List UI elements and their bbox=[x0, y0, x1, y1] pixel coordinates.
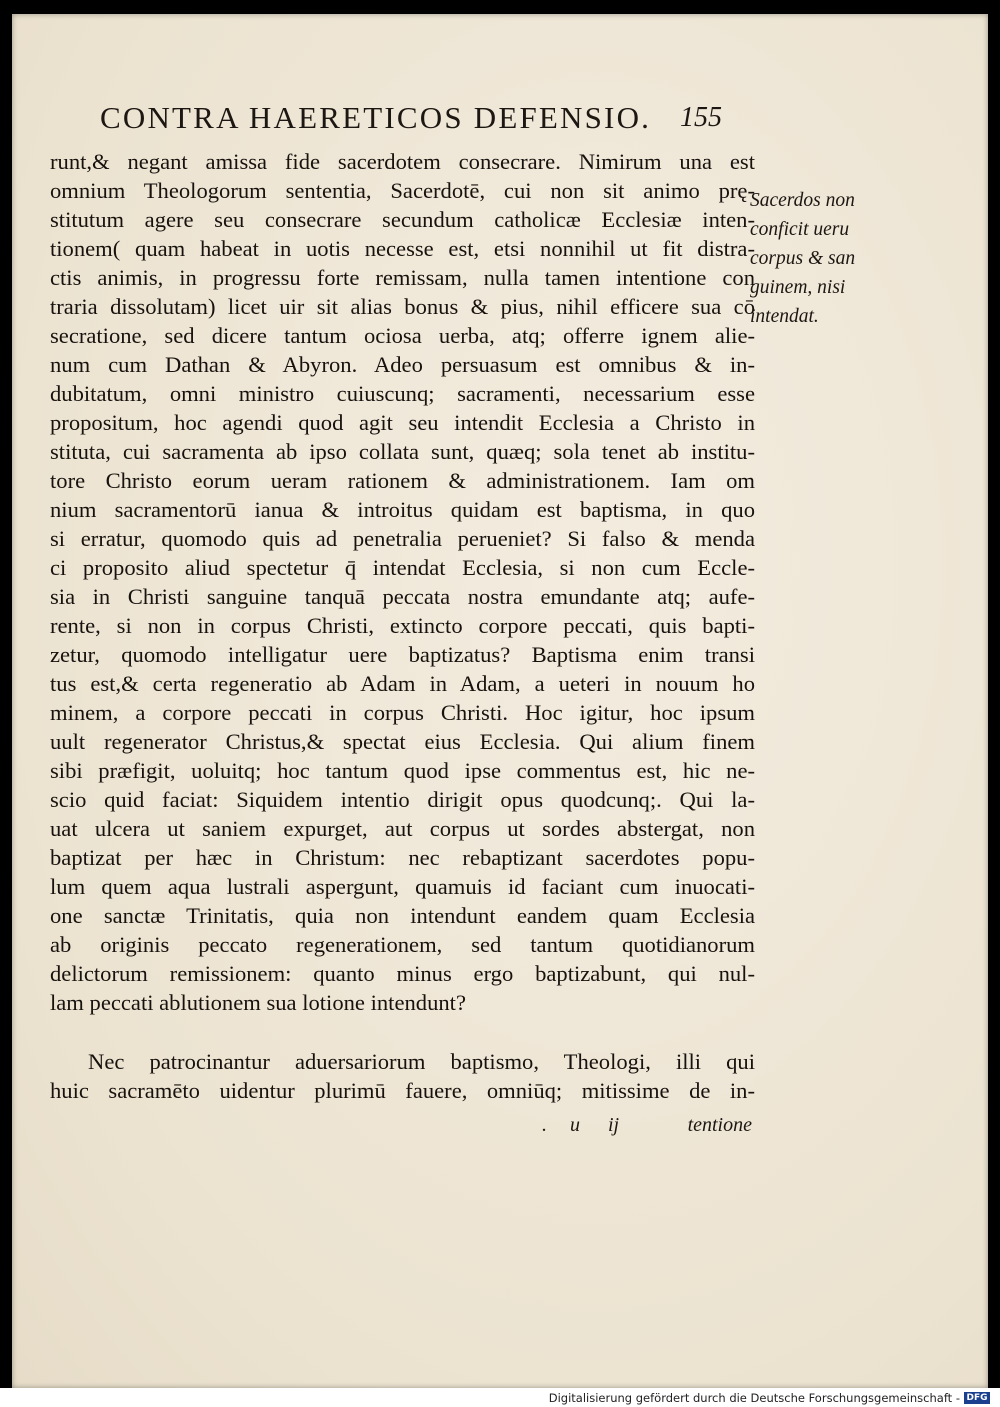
text-line: num cum Dathan & Abyron. Adeo persuasum est omnibus & in- bbox=[50, 352, 755, 377]
signature-number: ij bbox=[608, 1114, 620, 1136]
main-paragraph bbox=[50, 147, 755, 1017]
margin-note-line: corpus & san bbox=[750, 248, 856, 269]
text-line: zetur, quomodo intelligatur uere baptizatus? Baptisma enim transi bbox=[50, 642, 755, 667]
margin-note-line: Sacerdos non bbox=[750, 190, 855, 211]
text-line: sia in Christi sanguine tanquā peccata nostra emundante atq; aufe- bbox=[50, 584, 755, 609]
text-line: stituta, cui sacramenta ab ipso collata sunt, quæq; sola tenet ab institu- bbox=[50, 439, 755, 464]
text-line: si erratur, quomodo quis ad penetralia perueniet? Si falso & menda bbox=[50, 526, 755, 551]
text-line: uult regenerator Christus,& spectat eius Ecclesia. Qui alium finem bbox=[50, 729, 755, 754]
text-line: secratione, sed dicere tantum ociosa uerba, atq; offerre ignem alie- bbox=[50, 323, 755, 348]
page-number: 155 bbox=[680, 102, 722, 133]
text-line: ci proposito aliud spectetur q̄ intendat Ecclesia, si non cum Eccle- bbox=[50, 555, 755, 580]
signature-line bbox=[542, 1114, 752, 1144]
text-line: sibi præfigit, uoluitq; hoc tantum quod ipse commentus est, hic ne- bbox=[50, 758, 755, 783]
text-line: lam peccati ablutionem sua lotione intendunt? bbox=[50, 990, 466, 1015]
dfg-logo: DFG bbox=[964, 1392, 990, 1404]
text-line: omnium Theologorum sententia, Sacerdotē, cui non sit animo prę- bbox=[50, 178, 755, 203]
text-line: lum quem aqua lustrali aspergunt, quamuis id faciant cum inuocati- bbox=[50, 874, 755, 899]
text-line: propositum, hoc agendi quod agit seu intendit Ecclesia a Christo in bbox=[50, 410, 755, 435]
footer-credit bbox=[549, 1391, 990, 1405]
second-paragraph bbox=[50, 1047, 755, 1105]
text-line: tore Christo eorum ueram rationem & administrationem. Iam om bbox=[50, 468, 755, 493]
text-line: huic sacramēto uidentur plurimū fauere, omniūq; mitissime de in- bbox=[50, 1078, 755, 1103]
text-line: tus est,& certa regeneratio ab Adam in Adam, a ueteri in nouum ho bbox=[50, 671, 755, 696]
text-line: dubitatum, omni ministro cuiuscunq; sacramenti, necessarium esse bbox=[50, 381, 755, 406]
text-line: rente, si non in corpus Christi, extincto corpore peccati, quis bapti- bbox=[50, 613, 755, 638]
text-line: uat ulcera ut saniem expurget, aut corpus ut sordes abstergat, non bbox=[50, 816, 755, 841]
text-line: stitutum agere seu consecrare secundum catholicæ Ecclesiæ inten- bbox=[50, 207, 755, 232]
margin-note-line: conficit ueru bbox=[750, 219, 850, 240]
running-head: CONTRA HAERETICOS DEFENSIO. bbox=[100, 100, 652, 135]
signature-letter: u bbox=[570, 1114, 580, 1136]
margin-note bbox=[750, 186, 875, 331]
text-line: ctis animis, in progressu forte remissam, nulla tamen intentione con bbox=[50, 265, 755, 290]
text-line: traria dissolutam) licet uir sit alias bonus & pius, nihil efficere sua cō bbox=[50, 294, 755, 319]
footer-credit-text: Digitalisierung gefördert durch die Deutsche Forschungsgemeinschaft - bbox=[548, 1391, 960, 1405]
text-line: scio quid faciat: Siquidem intentio dirigit opus quodcunq;. Qui la- bbox=[50, 787, 755, 812]
book-page bbox=[12, 14, 988, 1388]
text-line: runt,& negant amissa fide sacerdotem consecrare. Nimirum una est bbox=[50, 149, 755, 174]
text-line: one sanctæ Trinitatis, quia non intendunt eandem quam Ecclesia bbox=[50, 903, 755, 928]
text-line: delictorum remissionem: quanto minus ergo baptizabunt, qui nul- bbox=[50, 961, 755, 986]
text-line: Nec patrocinantur aduersariorum baptismo, Theologi, illi qui bbox=[88, 1049, 755, 1074]
text-line: tionem( quam habeat in uotis necesse est, etsi nonnihil ut fit distra- bbox=[50, 236, 755, 261]
text-line: ab originis peccato regenerationem, sed tantum quotidianorum bbox=[50, 932, 755, 957]
catchword: tentione bbox=[687, 1114, 752, 1136]
margin-note-line: guinem, nisi bbox=[750, 277, 846, 298]
margin-note-line: intendat. bbox=[750, 306, 819, 327]
text-line: minem, a corpore peccati in corpus Christi. Hoc igitur, hoc ipsum bbox=[50, 700, 755, 725]
signature-mark: . bbox=[542, 1114, 547, 1136]
text-line: nium sacramentorū ianua & introitus quidam est baptisma, in quo bbox=[50, 497, 755, 522]
text-line: baptizat per hæc in Christum: nec rebaptizant sacerdotes popu- bbox=[50, 845, 755, 870]
